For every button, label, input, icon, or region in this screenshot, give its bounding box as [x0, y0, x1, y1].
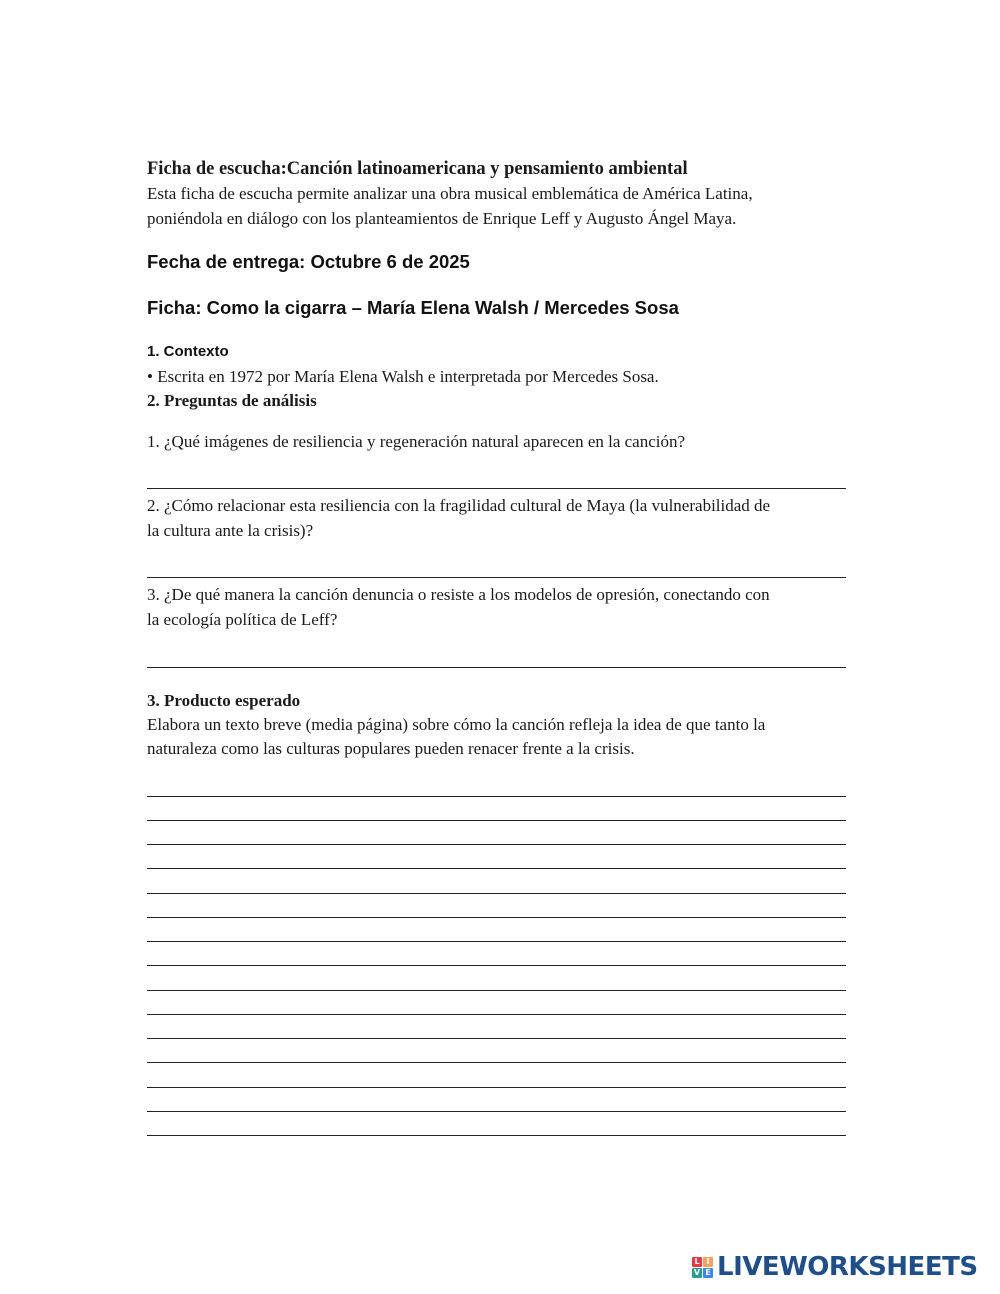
logo-block-l: L: [692, 1257, 702, 1267]
writing-line[interactable]: [147, 941, 846, 942]
writing-line[interactable]: [147, 868, 846, 869]
worksheet-title: Ficha de escucha:Canción latinoamericana y pensamiento ambiental: [147, 159, 688, 179]
section-context-heading: 1. Contexto: [147, 343, 229, 360]
due-date: Fecha de entrega: Octubre 6 de 2025: [147, 251, 470, 272]
logo-block-e: E: [703, 1268, 713, 1278]
writing-line[interactable]: [147, 990, 846, 991]
writing-line[interactable]: [147, 1111, 846, 1112]
writing-line[interactable]: [147, 796, 846, 797]
intro-line-1: Esta ficha de escucha permite analizar una obra musical emblemática de América Latina,: [147, 184, 753, 203]
answer-line-q3[interactable]: [147, 667, 846, 668]
logo-block-v: V: [693, 1268, 701, 1277]
product-text-line-1: Elabora un texto breve (media página) sobre cómo la canción refleja la idea de que tanto la: [147, 715, 766, 734]
logo-wordmark: LIVEWORKSHEETS: [717, 1252, 978, 1282]
section-product-heading: 3. Producto esperado: [147, 691, 301, 710]
question-3-line-1: 3. ¿De qué manera la canción denuncia o resiste a los modelos de opresión, conectando con: [147, 585, 770, 604]
writing-line[interactable]: [147, 1062, 846, 1063]
section-questions-heading: 2. Preguntas de análisis: [147, 391, 317, 410]
question-1: 1. ¿Qué imágenes de resiliencia y regeneración natural aparecen en la canción?: [147, 432, 686, 451]
question-2-line-1: 2. ¿Cómo relacionar esta resiliencia con la fragilidad cultural de Maya (la vulnerabilidad de: [147, 496, 771, 515]
writing-line[interactable]: [147, 1038, 846, 1039]
writing-line[interactable]: [147, 1135, 846, 1136]
writing-line[interactable]: [147, 917, 846, 918]
product-text-line-2: naturaleza como las culturas populares pueden renacer frente a la crisis.: [147, 739, 635, 758]
writing-line[interactable]: [147, 1087, 846, 1088]
writing-line[interactable]: [147, 844, 846, 845]
sheet-title: Ficha: Como la cigarra – María Elena Walsh / Mercedes Sosa: [147, 297, 679, 318]
writing-line[interactable]: [147, 1014, 846, 1015]
answer-line-q1[interactable]: [147, 488, 846, 489]
question-3-line-2: la ecología política de Leff?: [147, 610, 338, 629]
context-bullet: • Escrita en 1972 por María Elena Walsh e interpretada por Mercedes Sosa.: [147, 367, 659, 386]
liveworksheets-logo-icon: [692, 1257, 713, 1278]
answer-line-q2[interactable]: [147, 577, 846, 578]
intro-line-2: poniéndola en diálogo con los planteamientos de Enrique Leff y Augusto Ángel Maya.: [147, 209, 737, 228]
liveworksheets-logo: [692, 1252, 978, 1282]
writing-line[interactable]: [147, 965, 846, 966]
question-2-line-2: la cultura ante la crisis)?: [147, 521, 314, 540]
writing-line[interactable]: [147, 820, 846, 821]
logo-block-i: I: [703, 1257, 713, 1267]
writing-line[interactable]: [147, 893, 846, 894]
